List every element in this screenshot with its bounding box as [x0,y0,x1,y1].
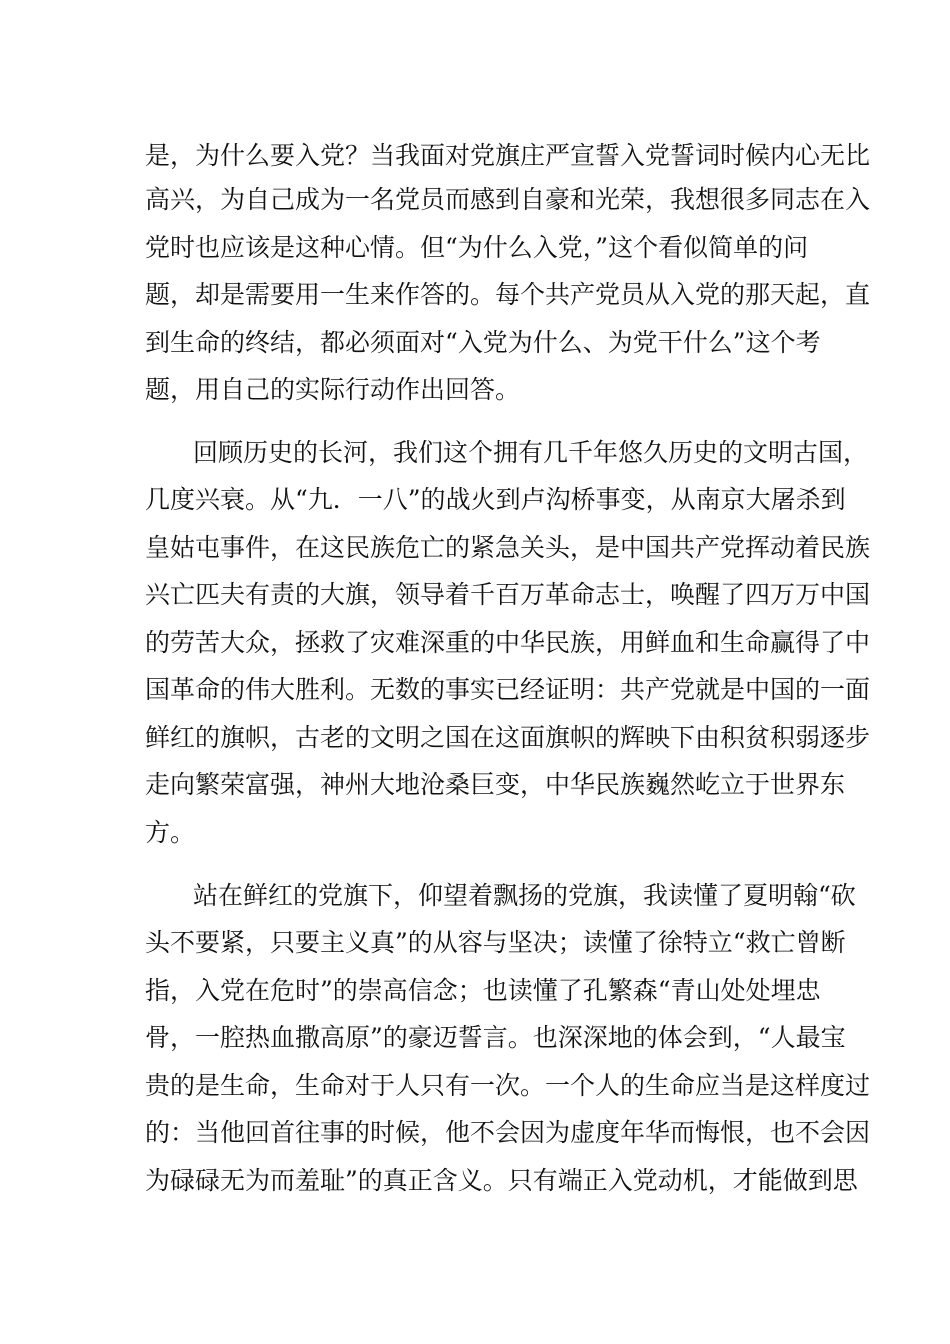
text-line: 方。 [145,818,196,847]
paragraph-first-line: 站在鲜红的党旗下，仰望着飘扬的党旗，我读懂了夏明翰“砍 [193,881,856,910]
text-line: 贵的是生命，生命对于人只有一次。一个人的生命应当是这样度过 [145,1071,871,1100]
text-line: 的劳苦大众，拯救了灾难深重的中华民族，用鲜血和生命赢得了中 [145,628,871,657]
text-line: 皇姑屯事件，在这民族危亡的紧急关头，是中国共产党挥动着民族 [145,533,871,562]
text-line: 国革命的伟大胜利。无数的事实已经证明：共产党就是中国的一面 [145,675,871,704]
text-line: 几度兴衰。从“九．一八”的战火到卢沟桥事变，从南京大屠杀到 [145,485,846,514]
text-line: 头不要紧，只要主义真”的从容与坚决；读懂了徐特立“救亡曾断 [145,928,846,957]
text-line: 指，入党在危时”的崇高信念；也读懂了孔繁森“青山处处埋忠 [145,976,821,1005]
text-line: 党时也应该是这种心情。但“为什么入党，”这个看似简单的问 [145,233,809,262]
text-line: 的：当他回首往事的时候，他不会因为虚度年华而悔恨，也不会因 [145,1118,871,1147]
text-line: 骨，一腔热血撒高原”的豪迈誓言。也深深地的体会到，“人最宝 [145,1023,846,1052]
text-line: 鲜红的旗帜，古老的文明之国在这面旗帜的辉映下由积贫积弱逐步 [145,723,871,752]
paragraph-first-line: 回顾历史的长河，我们这个拥有几千年悠久历史的文明古国， [193,438,869,467]
text-line: 为碌碌无为而羞耻”的真正含义。只有端正入党动机，才能做到思 [145,1166,858,1195]
text-line: 兴亡匹夫有责的大旗，领导着千百万革命志士，唤醒了四万万中国 [145,580,871,609]
text-line: 高兴，为自己成为一名党员而感到自豪和光荣，我想很多同志在入 [145,185,871,214]
text-line: 题，用自己的实际行动作出回答。 [145,375,521,404]
text-line: 是，为什么要入党？当我面对党旗庄严宣誓入党誓词时候内心无比 [145,141,871,170]
text-line: 走向繁荣富强，神州大地沧桑巨变，中华民族巍然屹立于世界东 [145,770,846,799]
text-line: 题，却是需要用一生来作答的。每个共产党员从入党的那天起，直 [145,280,871,309]
text-line: 到生命的终结，都必须面对“入党为什么、为党干什么”这个考 [145,328,821,357]
